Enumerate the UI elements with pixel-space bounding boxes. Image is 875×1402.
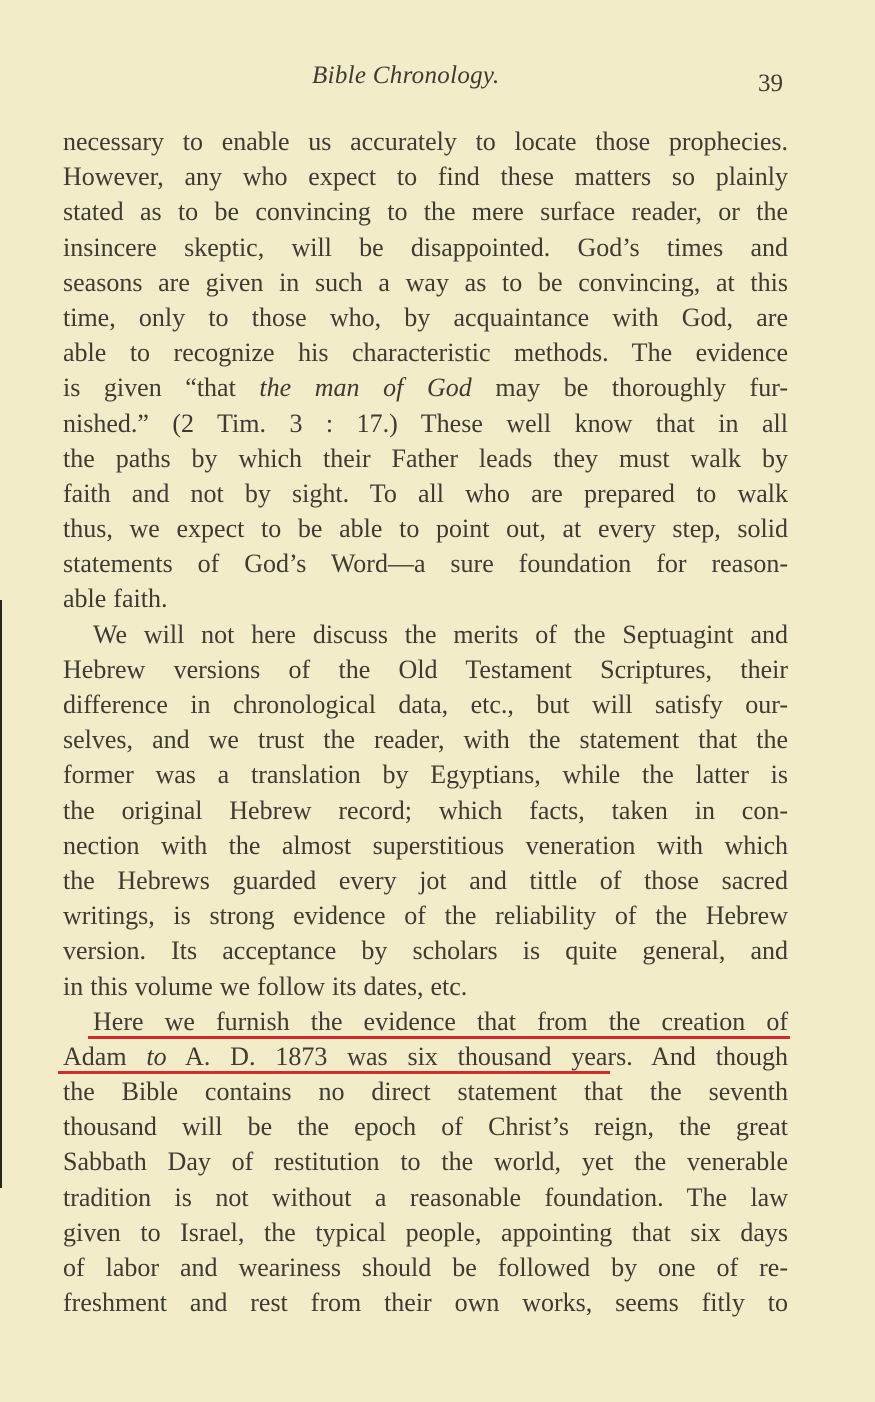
text-line: the Bible contains no direct statement that the seventh — [63, 1077, 788, 1107]
red-underline-annotation — [58, 1071, 610, 1074]
text-line: Hebrew versions of the Old Testament Scriptures, their — [63, 654, 788, 684]
text-line: selves, and we trust the reader, with the statement that the — [63, 725, 788, 755]
paragraph-3 — [63, 1004, 788, 1321]
text-line: We will not here discuss the merits of the Septuagint and — [93, 619, 788, 649]
text-line: Sabbath Day of restitution to the world, yet the venerable — [63, 1147, 788, 1177]
left-margin-rule — [0, 600, 2, 1188]
emphasis: the man of God — [259, 373, 472, 403]
text-line: the original Hebrew record; which facts, taken in con- — [63, 795, 788, 825]
text-line: time, only to those who, by acquaintance with God, are — [63, 302, 788, 332]
body-text — [63, 124, 788, 1320]
text-line: of labor and weariness should be followed by one of re- — [63, 1253, 788, 1282]
page-header — [0, 62, 875, 102]
paragraph-2 — [63, 617, 788, 1004]
text-line: former was a translation by Egyptians, while the latter is — [63, 760, 788, 790]
text-line: necessary to enable us accurately to locate those prophecies. — [63, 127, 788, 156]
text-line: statements of God’s Word—a sure foundation for reason- — [63, 549, 788, 579]
text-line: version. Its acceptance by scholars is quite general, and — [63, 936, 788, 966]
text-line: Here we furnish the evidence that from the creation of — [93, 1006, 788, 1036]
text-line: difference in chronological data, etc., but will satisfy our- — [63, 690, 788, 719]
text-line: the paths by which their Father leads they must walk by — [63, 443, 788, 473]
text-line: in this volume we follow its dates, etc. — [63, 971, 468, 1001]
text-line: insincere skeptic, will be disappointed. God’s times and — [63, 232, 788, 262]
text-line: tradition is not without a reasonable foundation. The law — [63, 1182, 788, 1212]
text-line: stated as to be convincing to the mere surface reader, or the — [63, 197, 788, 227]
text-line: able to recognize his characteristic methods. The evidence — [63, 338, 788, 368]
red-underline-annotation — [88, 1036, 790, 1039]
text-line: thousand will be the epoch of Christ’s reign, the great — [63, 1112, 788, 1142]
text-line: nection with the almost superstitious veneration with which — [63, 830, 788, 860]
text-line: seasons are given in such a way as to be convincing, at this — [63, 267, 788, 297]
text-line: Adam to A. D. 1873 was six thousand years. And though — [63, 1041, 789, 1071]
text-line: able faith. — [63, 584, 168, 614]
page-number: 39 — [758, 70, 783, 97]
text-line: given to Israel, the typical people, appointing that six days — [63, 1217, 788, 1247]
text-line: However, any who expect to find these matters so plainly — [63, 162, 788, 192]
text-line: writings, is strong evidence of the reliability of the Hebrew — [63, 901, 788, 931]
text-line: freshment and rest from their own works, seems fitly to — [63, 1288, 788, 1318]
running-title: Bible Chronology. — [312, 62, 500, 89]
text-line: is given “that the man of God may be thoroughly fur- — [63, 373, 788, 403]
emphasis: to — [146, 1041, 167, 1071]
paragraph-1 — [63, 124, 788, 617]
text-line: thus, we expect to be able to point out, at every step, solid — [63, 514, 788, 544]
text-line: faith and not by sight. To all who are prepared to walk — [63, 478, 788, 508]
text-line: nished.” (2 Tim. 3 : 17.) These well know that in all — [63, 408, 788, 438]
text-line: the Hebrews guarded every jot and tittle of those sacred — [63, 865, 788, 895]
